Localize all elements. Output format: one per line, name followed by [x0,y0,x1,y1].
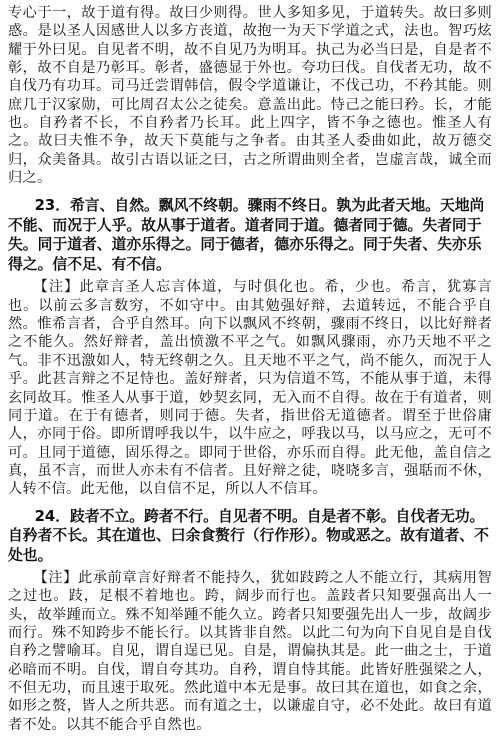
chapter-23-note-body: 此章言圣人忘言体道，与时俱化也。希，少也。希言，犹寡言也。以前云多言数穷，不如守中。由其勉强好辩，去道转远，不能合乎自然。惟希言者，合乎自然耳。向下以飘风不终朝，骤雨不终日，以比好辩者之不能久。然好辩者，盖出愤激不平之气。如飘风骤雨，亦乃天地不平之气。非不迅激如人，特无终朝之久。且天地不平之气，尚不能久，而况于人乎。此甚言辩之不足恃也。盖好辩者，只为信道不笃，不能从事于道，未得玄同故耳。惟圣人从事于道，妙契玄同，无入而不自得。故在于有道者，则同于道。在于有德者，则同于德。失者，指世俗无道德者。谓至于世俗庸人，亦同于俗。即所谓呼我以牛，以牛应之，呼我以马，以马应之，无可不可。且同于道德，固乐得之。即同于世俗，亦乐而自得。此无他，盖自信之真，虽不言，而世人亦未有不信者。且好辩之徒，哓哓多言，强聒而不休，人转不信。此无他，以自信不足，所以人不信耳。 [8,279,492,498]
chapter-23-note [8,278,492,498]
chapter-24-note [8,569,492,734]
chapter-23-heading: 23．希言、自然。飘风不终朝。骤雨不终日。孰为此者天地。天地尚不能、而况于人乎。故从事于道者。道者同于道。德者同于德。失者同于失。同于道者、道亦乐得之。同于德者，德亦乐得之。同于失者、失亦乐得之。信不足、有不信。 [8,197,485,273]
note-tag: 【注】 [33,279,80,296]
chapter-24-note-body: 此承前章言好辩者不能持久，犹如跂跨之人不能立行，其病用智之过也。跂，足根不着地也。跨，阔步而行也。盖跂者只知要强高出人一头，故举踵而立。殊不知举踵不能久立。跨者只知要强先出人一步，故阔步而行。殊不知跨步不能长行。以其皆非自然。以此二句为向下自见自是自伐自矜之譬喻耳。自见，谓自逞已见。自是，谓偏执其是。此一曲之士，于道必暗而不明。自伐，谓自夸其功。自矜，谓自恃其能。此皆好胜强梁之人，不但无功，而且速于取死。然此道中本无是事。故曰其在道也，如食之余，如形之赘，皆人之所共恶。而有道之士，以谦虚自守，必不处此。故曰有道者不处。以其不能合乎自然也。 [8,570,493,733]
chapter-24-heading: 24．跂者不立。跨者不行。自见者不明。自是者不彰。自伐者无功。自矜者不长。其在道也、曰余食赘行（行作形）。物或恶之。故有道者、不处也。 [8,507,489,564]
note-tag: 【注】 [33,570,78,587]
intro-paragraph: 专心于一，故于道有得。故曰少则得。世人多知多见，于道转失。故曰多则惑。是以圣人因感世人以多方丧道，故抱一为天下学道之式，法也。智巧炫耀于外曰见。自见者不明，故不自见乃为明耳。执己为必当曰是，自是者不彰，故不自是乃彰耳。彰者，盛德显于外也。夸功曰伐。自伐者无功，故不自伐乃有功耳。司马迁尝谓韩信，假令学道谦让，不伐己功，不矜其能。则庶几于汉家勋，可比周召太公之徒矣。意盖出此。恃己之能曰矜。长，才能也。自矜者不长，不自矜者乃长耳。此上四字，皆不争之德也。惟圣人有之。故曰夫惟不争，故天下莫能与之争者。由其圣人委曲如此，故万德交归，众美备具。故引古语以证之曰，古之所谓曲则全者，岂虚言哉，诚全而归之。 [8,5,492,187]
